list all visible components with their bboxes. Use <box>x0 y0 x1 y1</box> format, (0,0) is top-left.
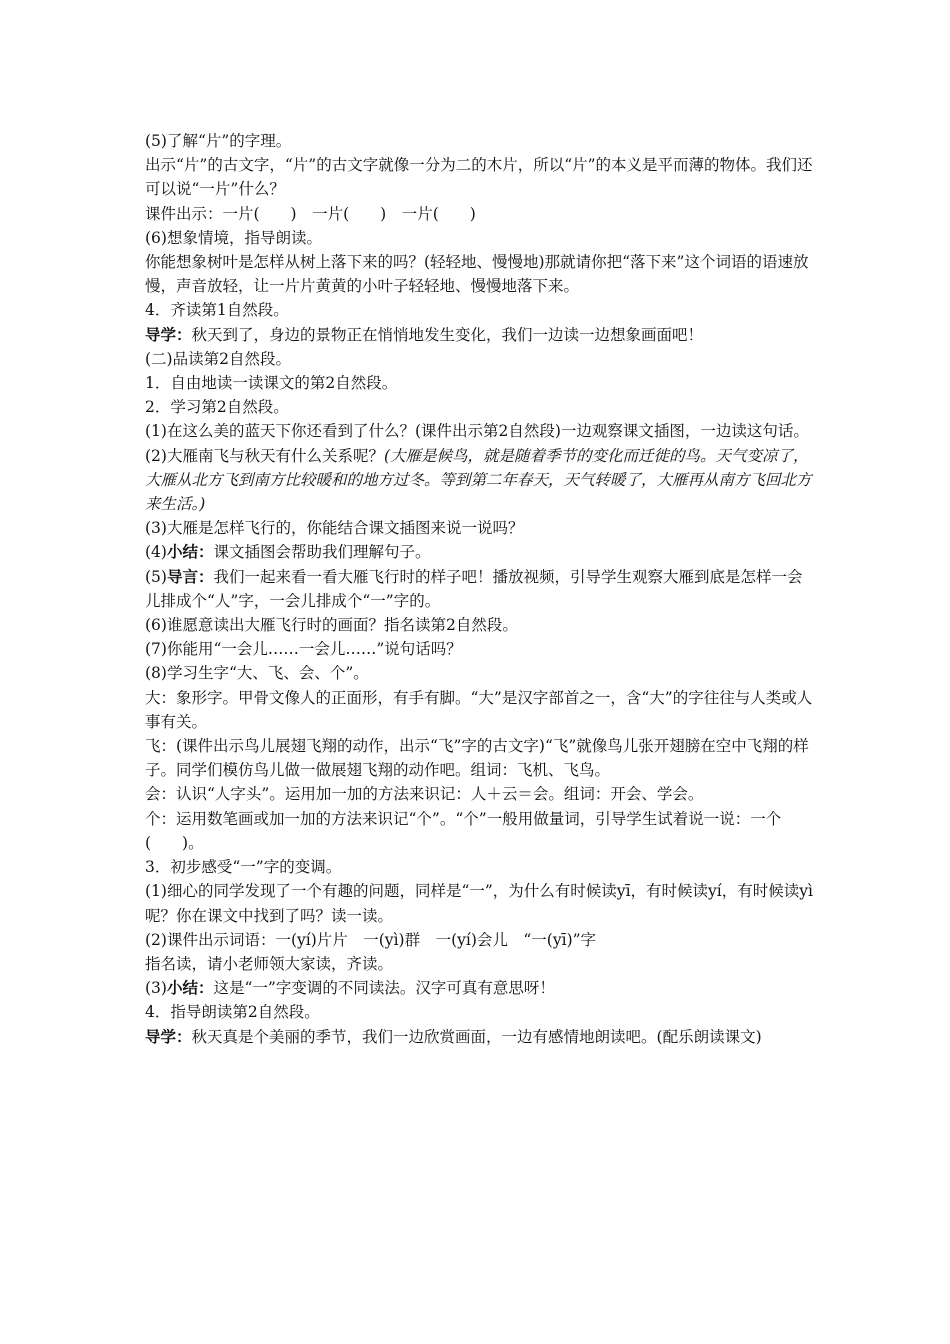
paragraph-text: (5) <box>145 567 167 586</box>
keyword-label: 导言： <box>166 566 214 586</box>
keyword-label: 小结： <box>166 542 214 562</box>
paragraph <box>145 807 815 855</box>
paragraph <box>145 734 815 782</box>
paragraph-text: 1．自由地读一读课文的第2自然段。 <box>145 374 398 393</box>
paragraph <box>145 250 815 298</box>
paragraph-text: 秋天真是个美丽的季节，我们一边欣赏画面，一边有感情地朗读吧。(配乐朗读课文) <box>191 1027 762 1046</box>
paragraph-text: 课文插图会帮助我们理解句子。 <box>213 543 431 562</box>
paragraph <box>145 347 815 371</box>
keyword-label: 小结： <box>166 978 214 998</box>
paragraph-text: 出示“片”的古文字，“片”的古文字就像一分为二的木片，所以“片”的本义是平而薄的物体。我们还可以说“一片”什么？ <box>145 156 813 199</box>
paragraph-text: (2)大雁南飞与秋天有什么关系呢？ <box>145 446 384 465</box>
paragraph <box>145 928 815 952</box>
paragraph-text: 2．学习第2自然段。 <box>145 398 289 417</box>
paragraph <box>145 153 815 201</box>
paragraph <box>145 298 815 322</box>
paragraph-text: 飞：(课件出示鸟儿展翅飞翔的动作，出示“飞”字的古文字)“飞”就像鸟儿张开翅膀在空中飞翔的样子。同学们模仿鸟儿做一做展翅飞翔的动作吧。组词：飞机、飞鸟。 <box>145 737 809 780</box>
paragraph <box>145 1025 815 1049</box>
paragraph <box>145 540 815 564</box>
paragraph-text: (2)课件出示词语：一(yí)片片 一(yì)群 一(yí)会儿 “一(yī)”字 <box>145 930 597 949</box>
paragraph <box>145 516 815 540</box>
paragraph <box>145 952 815 976</box>
paragraph <box>145 855 815 879</box>
paragraph <box>145 782 815 806</box>
paragraph-text: (6)谁愿意读出大雁飞行时的画面？指名读第2自然段。 <box>145 616 518 635</box>
paragraph-text: (6)想象情境，指导朗读。 <box>145 228 322 247</box>
paragraph-text: (1)细心的同学发现了一个有趣的问题，同样是“一”，为什么有时候读yī，有时候读yí，有时候读yì呢？你在课文中找到了吗？读一读。 <box>145 882 813 925</box>
paragraph <box>145 323 815 347</box>
paragraph-text: (7)你能用“一会儿……一会儿……”说句话吗？ <box>145 640 462 659</box>
paragraph <box>145 371 815 395</box>
annotation-text: (大雁是候鸟，就是随着季节的变化而迁徙的鸟。天气变凉了，大雁从北方飞到南方比较暖和的地方过冬。等到第二年春天，天气转暖了，大雁再从南方飞回北方来生活。) <box>145 446 812 514</box>
paragraph-text: 这是“一”字变调的不同读法。汉字可真有意思呀！ <box>213 979 555 998</box>
paragraph <box>145 565 815 613</box>
paragraph-text: 课件出示：一片( ) 一片( ) 一片( ) <box>145 204 476 223</box>
paragraph-text: 个：运用数笔画或加一加的方法来识记“个”。“个”一般用做量词，引导学生试着说一说：一个( )。 <box>145 809 782 852</box>
keyword-label: 导学： <box>145 1026 192 1046</box>
paragraph-text: (二)品读第2自然段。 <box>145 349 291 368</box>
paragraph-text: (4) <box>145 543 167 562</box>
paragraph <box>145 202 815 226</box>
paragraph-text: 我们一起来看一看大雁飞行时的样子吧！播放视频，引导学生观察大雁到底是怎样一会儿排成个“人”字，一会儿排成个“一”字的。 <box>145 567 803 610</box>
paragraph <box>145 976 815 1000</box>
paragraph <box>145 226 815 250</box>
paragraph-text: 4．齐读第1自然段。 <box>145 301 289 320</box>
keyword-label: 导学： <box>145 324 192 344</box>
document-body <box>145 129 815 1049</box>
paragraph <box>145 686 815 734</box>
paragraph-text: 你能想象树叶是怎样从树上落下来的吗？(轻轻地、慢慢地)那就请你把“落下来”这个词语的语速放慢，声音放轻，让一片片黄黄的小叶子轻轻地、慢慢地落下来。 <box>145 253 809 296</box>
paragraph <box>145 395 815 419</box>
paragraph-text: (1)在这么美的蓝天下你还看到了什么？(课件出示第2自然段)一边观察课文插图，一边读这句话。 <box>145 422 809 441</box>
paragraph <box>145 444 815 517</box>
paragraph <box>145 879 815 927</box>
paragraph <box>145 613 815 637</box>
paragraph-text: (3) <box>145 979 167 998</box>
paragraph-text: 大：象形字。甲骨文像人的正面形，有手有脚。“大”是汉字部首之一，含“大”的字往往与人类或人事有关。 <box>145 688 813 731</box>
paragraph-text: (8)学习生字“大、飞、会、个”。 <box>145 664 369 683</box>
paragraph <box>145 661 815 685</box>
paragraph-text: 秋天到了，身边的景物正在悄悄地发生变化，我们一边读一边想象画面吧！ <box>191 325 704 344</box>
paragraph-text: 指名读，请小老师领大家读，齐读。 <box>145 954 394 973</box>
paragraph-text: 4．指导朗读第2自然段。 <box>145 1003 320 1022</box>
paragraph <box>145 1000 815 1024</box>
paragraph <box>145 637 815 661</box>
paragraph-text: (3)大雁是怎样飞行的，你能结合课文插图来说一说吗？ <box>145 519 524 538</box>
paragraph <box>145 129 815 153</box>
paragraph-text: 会：认识“人字头”。运用加一加的方法来识记：人＋云＝会。组词：开会、学会。 <box>145 785 704 804</box>
paragraph-text: (5)了解“片”的字理。 <box>145 132 292 150</box>
paragraph-text: 3．初步感受“一”字的变调。 <box>145 858 342 877</box>
paragraph <box>145 419 815 443</box>
